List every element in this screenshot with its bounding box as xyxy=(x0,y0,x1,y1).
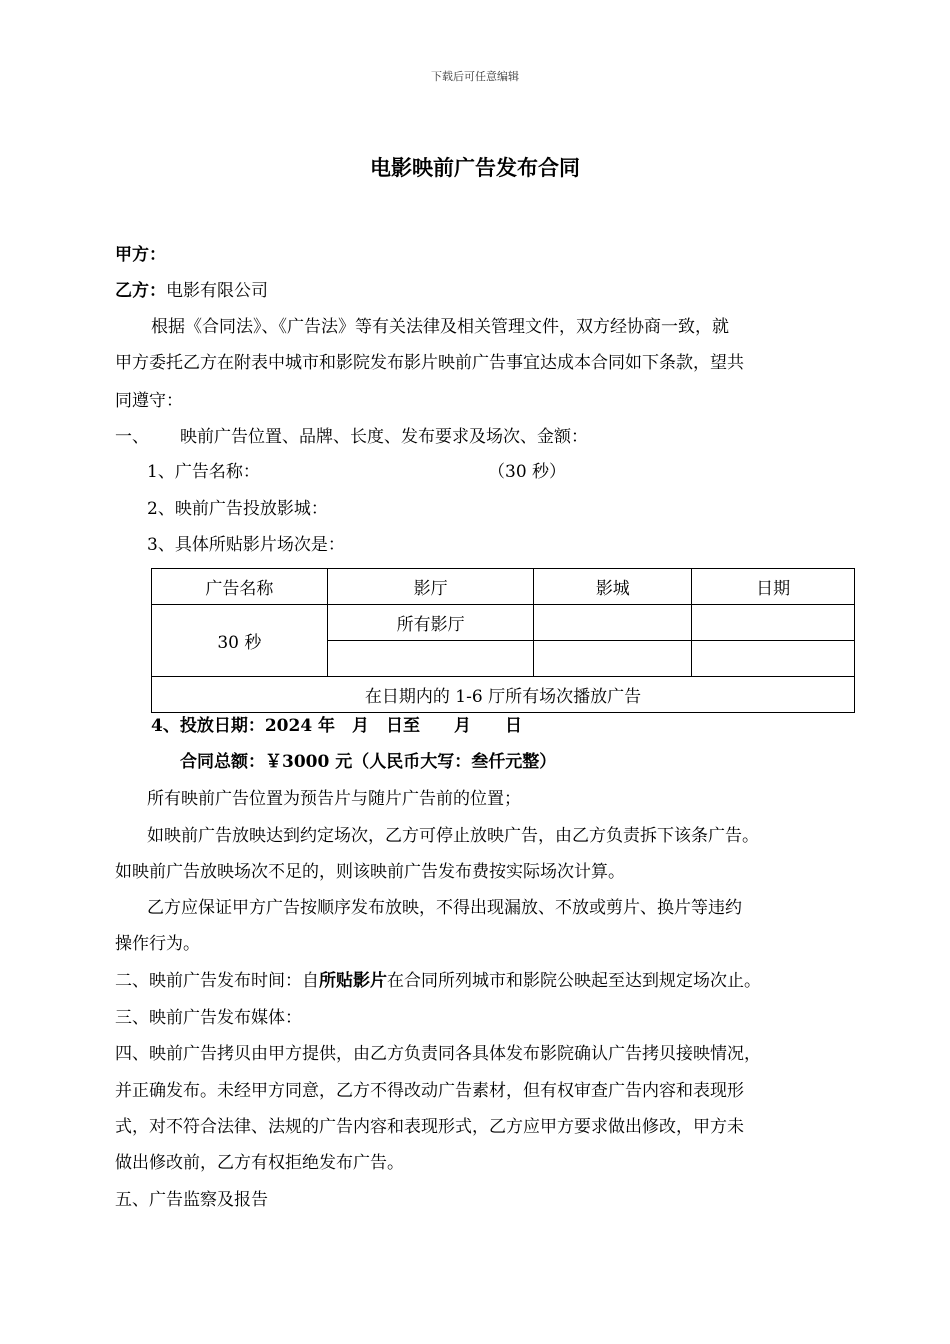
party-a-label: 甲方： xyxy=(115,245,166,265)
section-5: 五、广告监察及报告 xyxy=(115,1190,268,1210)
party-b-value: 电影有限公司 xyxy=(166,281,268,301)
table-header-cell: 广告名称 xyxy=(152,569,328,605)
section-1-heading: 映前广告位置、品牌、长度、发布要求及场次、金额： xyxy=(180,427,588,447)
intro-line-1: 根据《合同法》、《广告法》等有关法律及相关管理文件，双方经协商一致，就 xyxy=(151,317,729,337)
para-stop-line-2: 如映前广告放映场次不足的，则该映前广告发布费按实际场次计算。 xyxy=(115,862,625,882)
table-footer-row xyxy=(152,677,855,713)
para-position: 所有映前广告位置为预告片与随片广告前的位置； xyxy=(147,789,521,809)
cinema-cell xyxy=(534,641,692,677)
item-3: 3、具体所贴影片场次是： xyxy=(147,535,345,555)
section-3: 三、映前广告发布媒体： xyxy=(115,1008,302,1028)
section-2 xyxy=(115,971,761,991)
party-a xyxy=(115,245,166,265)
date-cell xyxy=(692,605,855,641)
section-2-bold: 所贴影片 xyxy=(319,971,387,991)
item-4-date: 4、投放日期：2024 年 月 日至 月 日 xyxy=(151,716,523,736)
table-header-cell: 影城 xyxy=(534,569,692,605)
contract-title: 电影映前广告发布合同 xyxy=(370,155,580,180)
intro-line-3: 同遵守： xyxy=(115,391,183,411)
hall-cell: 所有影厅 xyxy=(327,605,534,641)
section-4-line-4: 做出修改前，乙方有权拒绝发布广告。 xyxy=(115,1153,404,1173)
table-header-cell: 影厅 xyxy=(327,569,534,605)
table-footer-cell: 在日期内的 1-6 厅所有场次播放广告 xyxy=(152,677,855,713)
header-note: 下载后可任意编辑 xyxy=(431,70,519,83)
para-guarantee-line-1: 乙方应保证甲方广告按顺序发布放映，不得出现漏放、不放或剪片、换片等违约 xyxy=(147,898,742,918)
table-header-row xyxy=(152,569,855,605)
intro-line-2: 甲方委托乙方在附表中城市和影院发布影片映前广告事宜达成本合同如下条款，望共 xyxy=(115,353,744,373)
contract-total: 合同总额：￥3000 元（人民币大写：叁仟元整） xyxy=(180,752,557,772)
para-guarantee-line-2: 操作行为。 xyxy=(115,934,200,954)
schedule-table xyxy=(151,568,855,713)
section-1-number: 一、 xyxy=(115,427,149,447)
section-2-prefix: 二、映前广告发布时间：自 xyxy=(115,971,319,991)
table-header-cell: 日期 xyxy=(692,569,855,605)
table-row xyxy=(152,605,855,641)
date-cell xyxy=(692,641,855,677)
section-4-line-2: 并正确发布。未经甲方同意，乙方不得改动广告素材，但有权审查广告内容和表现形 xyxy=(115,1081,744,1101)
section-2-suffix: 在合同所列城市和影院公映起至达到规定场次止。 xyxy=(387,971,761,991)
item-2: 2、映前广告投放影城： xyxy=(147,499,328,519)
section-4-line-3: 式，对不符合法律、法规的广告内容和表现形式，乙方应甲方要求做出修改，甲方未 xyxy=(115,1117,744,1137)
para-stop-line-1: 如映前广告放映达到约定场次，乙方可停止放映广告，由乙方负责拆下该条广告。 xyxy=(147,826,759,846)
hall-cell xyxy=(327,641,534,677)
ad-name-cell: 30 秒 xyxy=(152,605,328,677)
cinema-cell xyxy=(534,605,692,641)
section-4-line-1: 四、映前广告拷贝由甲方提供，由乙方负责同各具体发布影院确认广告拷贝接映情况， xyxy=(115,1044,761,1064)
party-b-label: 乙方： xyxy=(115,281,166,301)
party-b xyxy=(115,281,268,301)
item-1-value: （30 秒） xyxy=(488,462,567,482)
item-1-label: 1、广告名称： xyxy=(147,462,260,482)
